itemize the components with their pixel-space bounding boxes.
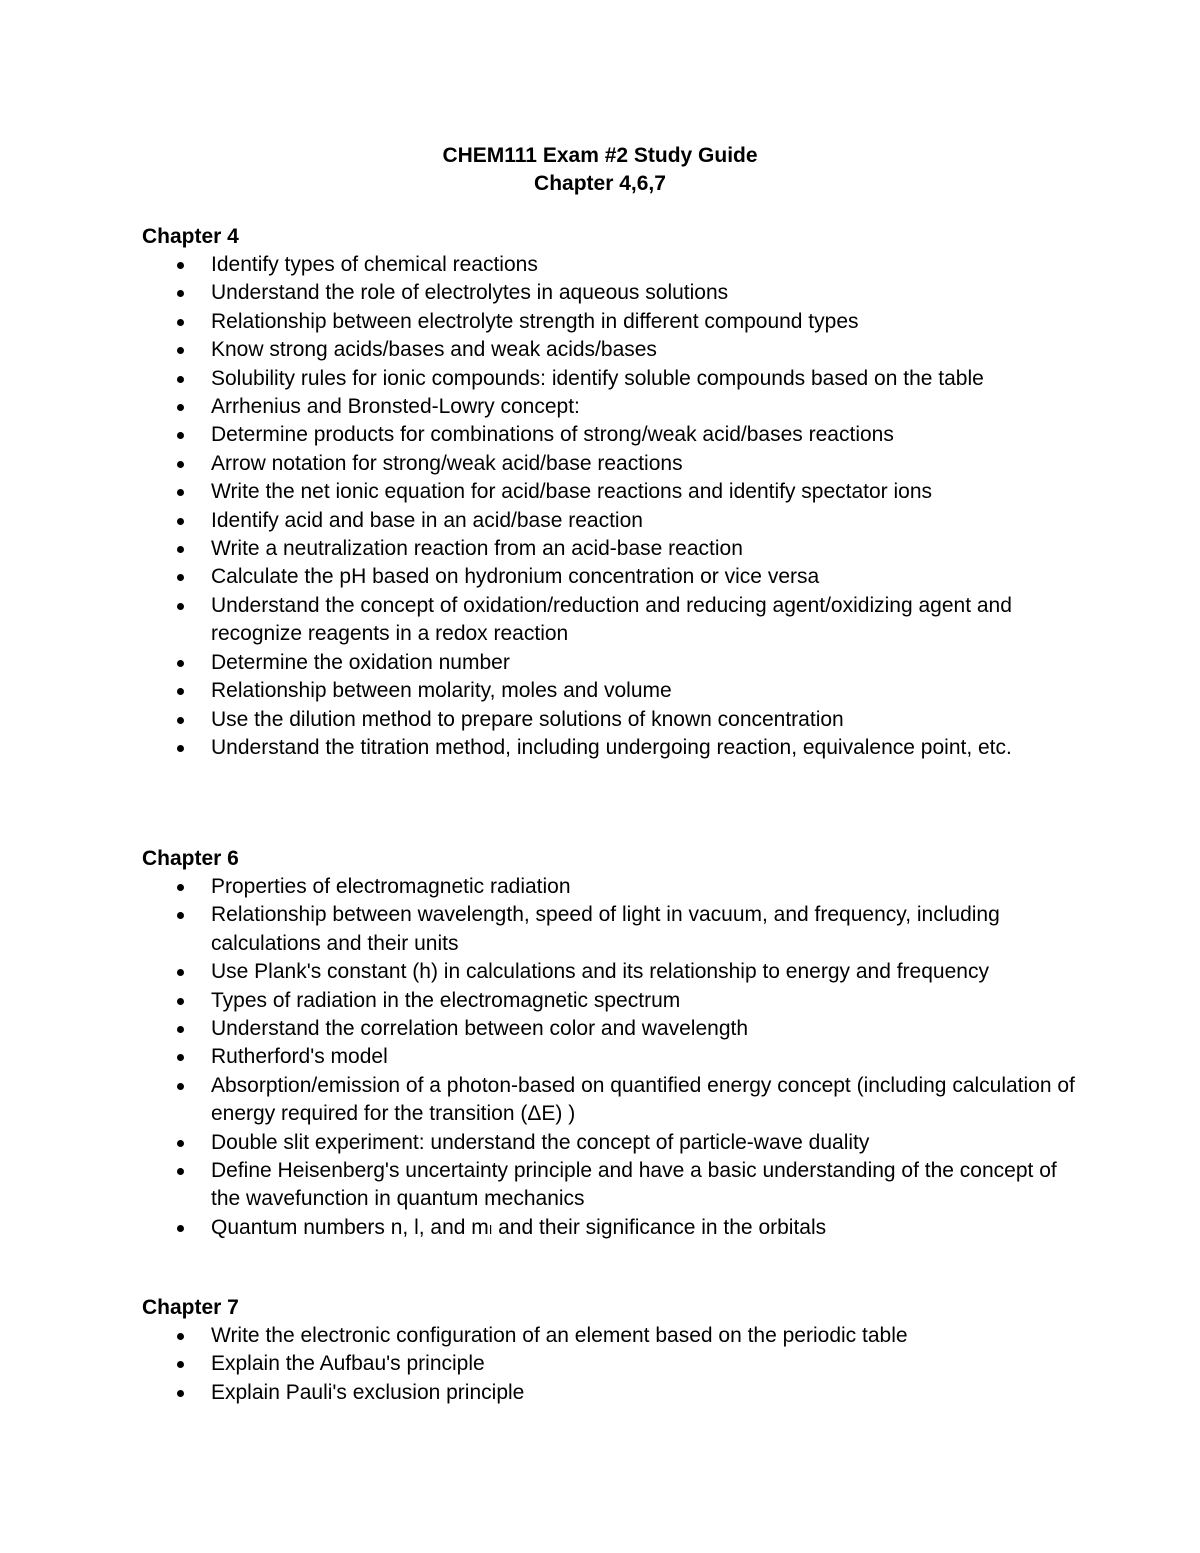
list-item-text: Define Heisenberg's uncertainty principle and have a basic understanding of the concept of the wavefunction in quantum mechanics [211, 1159, 1057, 1211]
list-item [142, 336, 1082, 364]
list-item [142, 1350, 1082, 1378]
list-item [142, 706, 1082, 734]
list-item [142, 958, 1082, 986]
list-item-text: Understand the titration method, including undergoing reaction, equivalence point, etc. [211, 735, 1012, 759]
bullet-icon [177, 717, 184, 724]
list-item-text: Explain the Aufbau's principle [211, 1352, 485, 1376]
bullet-icon [177, 603, 184, 610]
list-item [142, 308, 1082, 336]
list-item-text: Understand the role of electrolytes in aqueous solutions [211, 281, 729, 305]
list-item [142, 1214, 1082, 1242]
bullet-icon [177, 1083, 184, 1090]
list-item-text: Solubility rules for ionic compounds: identify soluble compounds based on the table [211, 366, 984, 390]
list-item [142, 987, 1082, 1015]
list-item-text: Write the electronic configuration of an element based on the periodic table [211, 1324, 908, 1347]
list-item-text: Determine the oxidation number [211, 650, 510, 674]
bullet-icon [177, 1390, 184, 1397]
document-title: CHEM111 Exam #2 Study Guide [442, 144, 758, 167]
bullet-icon [177, 262, 184, 269]
bullet-icon [177, 660, 184, 667]
list-item [142, 535, 1082, 563]
list-item-text: Arrow notation for strong/weak acid/base reactions [211, 451, 683, 475]
list-item-text: Relationship between wavelength, speed of light in vacuum, and frequency, including calculations and their units [211, 903, 1000, 955]
list-item [142, 1015, 1082, 1043]
list-item-text: Relationship between electrolyte strength in different compound types [211, 309, 859, 333]
bullet-icon [177, 969, 184, 976]
bullet-icon [177, 319, 184, 326]
chapter-4-section [142, 223, 1082, 762]
bullet-icon [177, 1225, 184, 1232]
bullet-icon [177, 376, 184, 383]
list-item-text: Properties of electromagnetic radiation [211, 875, 571, 898]
list-item [142, 507, 1082, 535]
list-item-text: Double slit experiment: understand the concept of particle-wave duality [211, 1130, 870, 1154]
bullet-icon [177, 1054, 184, 1061]
list-item [142, 478, 1082, 506]
bullet-icon [177, 404, 184, 411]
list-item [142, 421, 1082, 449]
chapter-heading: Chapter 6 [142, 847, 239, 870]
chapter-heading: Chapter 4 [142, 225, 239, 248]
list-item [142, 1043, 1082, 1071]
list-item [142, 393, 1082, 421]
bullet-icon [177, 1140, 184, 1147]
list-item [142, 1379, 1082, 1407]
list-item-text: Identify acid and base in an acid/base reaction [211, 508, 643, 532]
list-item-text: Understand the correlation between color and wavelength [211, 1017, 749, 1041]
bullet-icon [177, 518, 184, 525]
chapter-4-list [142, 251, 1082, 762]
list-item [142, 1072, 1082, 1129]
list-item-text: Arrhenius and Bronsted-Lowry concept: [211, 395, 580, 419]
list-item-text: Understand the concept of oxidation/reduction and reducing agent/oxidizing agent and recognize reagents in a redox reaction [211, 593, 1012, 646]
chapter-7-section [142, 1294, 1082, 1407]
list-item-text: Rutherford's model [211, 1045, 388, 1069]
list-item [142, 734, 1082, 762]
bullet-icon [177, 1026, 184, 1033]
bullet-icon [177, 574, 184, 581]
list-item-text: Write the net ionic equation for acid/base reactions and identify spectator ions [211, 480, 933, 504]
bullet-icon [177, 461, 184, 468]
document-subtitle: Chapter 4,6,7 [534, 172, 666, 195]
list-item-text: Use Plank's constant (h) in calculations and its relationship to energy and frequency [211, 960, 989, 984]
bullet-icon [177, 884, 184, 891]
list-item [142, 365, 1082, 393]
list-item [142, 649, 1082, 677]
list-item-text: Types of radiation in the electromagnetic spectrum [211, 988, 681, 1012]
bullet-icon [177, 489, 184, 496]
bullet-icon [177, 912, 184, 919]
list-item [142, 279, 1082, 307]
list-item [142, 450, 1082, 478]
list-item [142, 1157, 1082, 1214]
list-item-text: Identify types of chemical reactions [211, 253, 538, 276]
bullet-icon [177, 347, 184, 354]
bullet-icon [177, 546, 184, 553]
list-item [142, 563, 1082, 591]
chapter-6-list [142, 873, 1082, 1242]
list-item-text: Know strong acids/bases and weak acids/bases [211, 338, 657, 362]
list-item-text: Absorption/emission of a photon-based on quantified energy concept (including calculation of energy required for the transition (ΔE) ) [211, 1073, 1075, 1126]
list-item-text: Explain Pauli's exclusion principle [211, 1380, 525, 1404]
list-item [142, 677, 1082, 705]
chapter-heading: Chapter 7 [142, 1296, 239, 1319]
list-item-text: Determine products for combinations of strong/weak acid/bases reactions [211, 423, 894, 447]
list-item [142, 1129, 1082, 1157]
bullet-icon [177, 1361, 184, 1368]
list-item-text: Write a neutralization reaction from an acid-base reaction [211, 537, 743, 561]
bullet-icon [177, 998, 184, 1005]
list-item-text: Quantum numbers n, l, and mₗ and their significance in the orbitals [211, 1215, 827, 1239]
bullet-icon [177, 745, 184, 752]
list-item [142, 873, 1082, 901]
list-item [142, 592, 1082, 649]
chapter-6-section [142, 845, 1082, 1242]
list-item-text: Relationship between molarity, moles and volume [211, 679, 672, 703]
list-item [142, 251, 1082, 279]
list-item-text: Use the dilution method to prepare solutions of known concentration [211, 707, 844, 731]
chapter-7-list [142, 1322, 1082, 1407]
list-item [142, 901, 1082, 958]
bullet-icon [177, 1168, 184, 1175]
list-item-text: Calculate the pH based on hydronium concentration or vice versa [211, 565, 820, 589]
bullet-icon [177, 290, 184, 297]
list-item [142, 1322, 1082, 1350]
bullet-icon [177, 432, 184, 439]
bullet-icon [177, 1333, 184, 1340]
bullet-icon [177, 688, 184, 695]
